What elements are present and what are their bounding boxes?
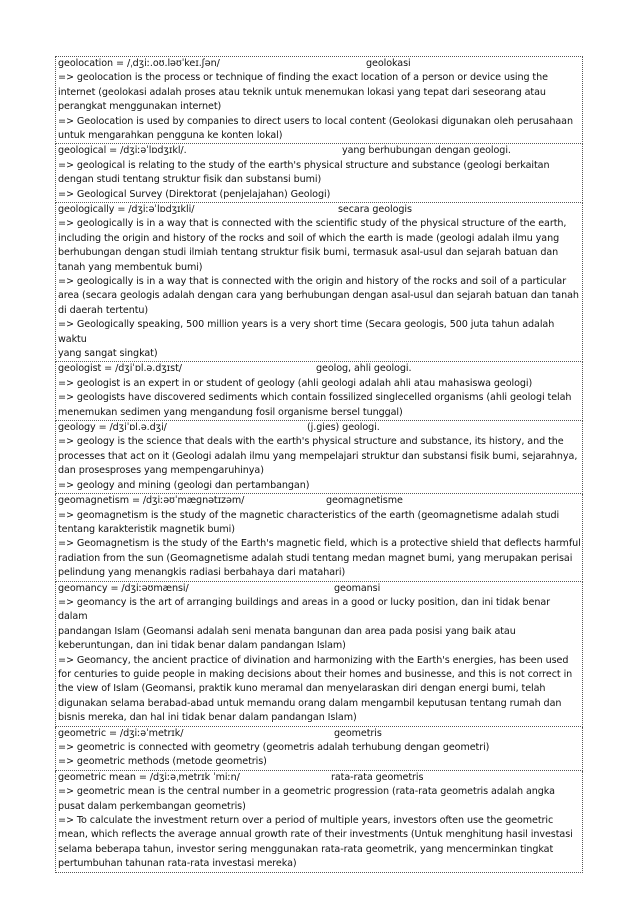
definition-line: tentang karakteristik magnetik bumi)	[58, 523, 235, 535]
entry-geological	[55, 144, 583, 203]
definition-line: di daerah tertentu)	[58, 304, 149, 316]
definition-line: untuk mengarahkan pengguna ke konten lokal)	[58, 130, 283, 142]
definition-line: berhubungan dengan studi ilmiah tentang struktur fisik bumi, termasuk asal-usul dan sejarah batuan dan	[58, 247, 559, 259]
translation: yang berhubungan dengan geologi.	[342, 145, 511, 157]
definition-line: perangkat menggunakan internet)	[58, 101, 222, 113]
headword: geometric = /dʒiːəˈmetrɪk/	[58, 727, 184, 739]
headword: geology = /dʒiˈɒl.ə.dʒi/	[58, 422, 167, 434]
definition-line: => geologically is in a way that is connected with the scientific study of the physical structure of the earth,	[58, 218, 567, 230]
translation: geomansi	[334, 582, 381, 594]
definition-line: => geology and mining (geologi dan pertambangan)	[58, 479, 310, 491]
entry-geolocation	[55, 56, 583, 144]
definition-line: => geometric is connected with geometry (geometris adalah terhubung dengan geometri)	[58, 741, 490, 753]
definition-line: pertumbuhan tahunan rata-rata investasi mereka)	[58, 858, 297, 870]
headword: geological = /dʒiːəˈlɒdʒɪkl/.	[58, 145, 187, 157]
definition-line: pelindung yang menangkis radiasi berbahaya dari matahari)	[58, 567, 346, 579]
headword: geologist = /dʒiˈɒl.ə.dʒɪst/	[58, 363, 182, 375]
definition-line: including the origin and history of the rocks and soil of which the earth is made (geologi adalah ilmu yang	[58, 232, 560, 244]
headword: geomancy = /dʒiːəʊmænsi/	[58, 582, 189, 594]
entry-geology	[55, 421, 583, 494]
translation: geolokasi	[366, 58, 411, 69]
definition-line: => geology is the science that deals with the earth's physical structure and substance, its history, and the	[58, 436, 564, 448]
headword: geomagnetism = /dʒiːəʊˈmæɡnətɪzəm/	[58, 495, 245, 507]
translation: geometris	[334, 727, 382, 739]
definition-line: internet (geolokasi adalah proses atau teknik untuk menemukan lokasi yang tepat dari seseorang atau	[58, 86, 546, 98]
definition-line: yang sangat singkat)	[58, 348, 158, 360]
entry-geologically	[55, 203, 583, 362]
translation: secara geologis	[338, 204, 412, 216]
dictionary-page	[55, 56, 583, 873]
definition-line: => Geological Survey (Direktorat (penjelajahan) Geologi)	[58, 188, 331, 200]
definition-line: dengan studi tentang struktur fisik dan substansi bumi)	[58, 174, 322, 186]
definition-line: radiation from the sun (Geomagnetisme adalah studi tentang medan magnet bumi, yang merupakan perisai	[58, 552, 573, 564]
definition-line: digunakan selama berabad-abad untuk memandu orang dalam mengambil keputusan tentang rumah dan	[58, 697, 562, 709]
definition-line: => To calculate the investment return over a period of multiple years, investors often use the geometric	[58, 814, 554, 826]
definition-line: => geometric methods (metode geometris)	[58, 756, 267, 768]
definition-line: selama beberapa tahun, investor sering menggunakan rata-rata geometrik, yang mencerminkan tingkat	[58, 843, 554, 855]
definition-line: => geomancy is the art of arranging buildings and areas in a good or lucky position, dan ini tidak benar dalam	[58, 596, 554, 623]
definition-line: keberuntungan, dan ini tidak benar dalam pandangan Islam)	[58, 640, 346, 652]
translation: (j.gies) geologi.	[307, 422, 380, 434]
translation: geomagnetisme	[326, 495, 403, 507]
definition-line: => Geolocation is used by companies to direct users to local content (Geolokasi digunakan oleh perusahaan	[58, 115, 573, 127]
definition-line: area (secara geologis adalah dengan cara yang berhubungan dengan asal-usul dan sejarah batuan dan tanah	[58, 290, 579, 302]
headword: geolocation = /ˌdʒiː.oʊ.ləʊˈkeɪ.ʃən/	[58, 58, 220, 69]
headword: geologically = /dʒiːəˈlɒdʒɪkli/	[58, 204, 195, 216]
translation: rata-rata geometris	[331, 771, 424, 783]
definition-line: menemukan sedimen yang mengandung fosil organisme bersel tunggal)	[58, 406, 403, 418]
entry-geomagnetism	[55, 494, 583, 581]
entry-geologist	[55, 362, 583, 421]
definition-line: => geologically is in a way that is connected with the origin and history of the rocks and soil of a particular	[58, 276, 567, 288]
definition-line: => geomagnetism is the study of the magnetic characteristics of the earth (geomagnetisme adalah studi	[58, 509, 560, 521]
definition-line: => geolocation is the process or technique of finding the exact location of a person or device using the	[58, 72, 548, 84]
definition-line: tanah yang membentuk bumi)	[58, 261, 203, 273]
entry-geometric	[55, 727, 583, 771]
definition-line: mean, which reflects the average annual growth rate of their investments (Untuk menghitung hasil investasi	[58, 829, 573, 841]
definition-line: => geologists have discovered sediments which contain fossilized singlecelled organisms (ahli geologi telah	[58, 392, 572, 404]
definition-line: processes that act on it (Geologi adalah ilmu yang mempelajari struktur dan substansi fisik bumi, sejarahnya,	[58, 450, 578, 462]
definition-line: => Geologically speaking, 500 million years is a very short time (Secara geologis, 500 juta tahun adalah waktu	[58, 319, 558, 345]
entry-geomancy	[55, 582, 583, 727]
definition-line: => geological is relating to the study of the earth's physical structure and substance (geologi berkaitan	[58, 159, 550, 171]
definition-line: pusat dalam perkembangan geometris)	[58, 800, 246, 812]
definition-line: pandangan Islam (Geomansi adalah seni menata bangunan dan area pada posisi yang baik atau	[58, 625, 516, 637]
definition-line: => geologist is an expert in or student of geology (ahli geologi adalah ahli atau mahasiswa geologi)	[58, 377, 533, 389]
definition-line: => geometric mean is the central number in a geometric progression (rata-rata geometris adalah angka	[58, 786, 555, 798]
definition-line: the view of Islam (Geomansi, praktik kuno meramal dan menyelaraskan diri dengan energi bumi, telah	[58, 683, 546, 695]
definition-line: dan prosesproses yang mempengaruhinya)	[58, 465, 264, 477]
definition-line: bisnis mereka, dan hal ini tidak benar dalam pandangan Islam)	[58, 712, 357, 724]
definition-line: for centuries to guide people in making decisions about their homes and businesse, and this is not correct in	[58, 668, 573, 680]
definition-line: => Geomagnetism is the study of the Earth's magnetic field, which is a protective shield that deflects harmful	[58, 538, 581, 550]
translation: geolog, ahli geologi.	[316, 363, 412, 375]
headword: geometric mean = /dʒiːəˌmetrɪk ˈmiːn/	[58, 771, 240, 783]
entry-geometric-mean	[55, 771, 583, 873]
definition-line: => Geomancy, the ancient practice of divination and harmonizing with the Earth's energies, has been used	[58, 654, 569, 666]
